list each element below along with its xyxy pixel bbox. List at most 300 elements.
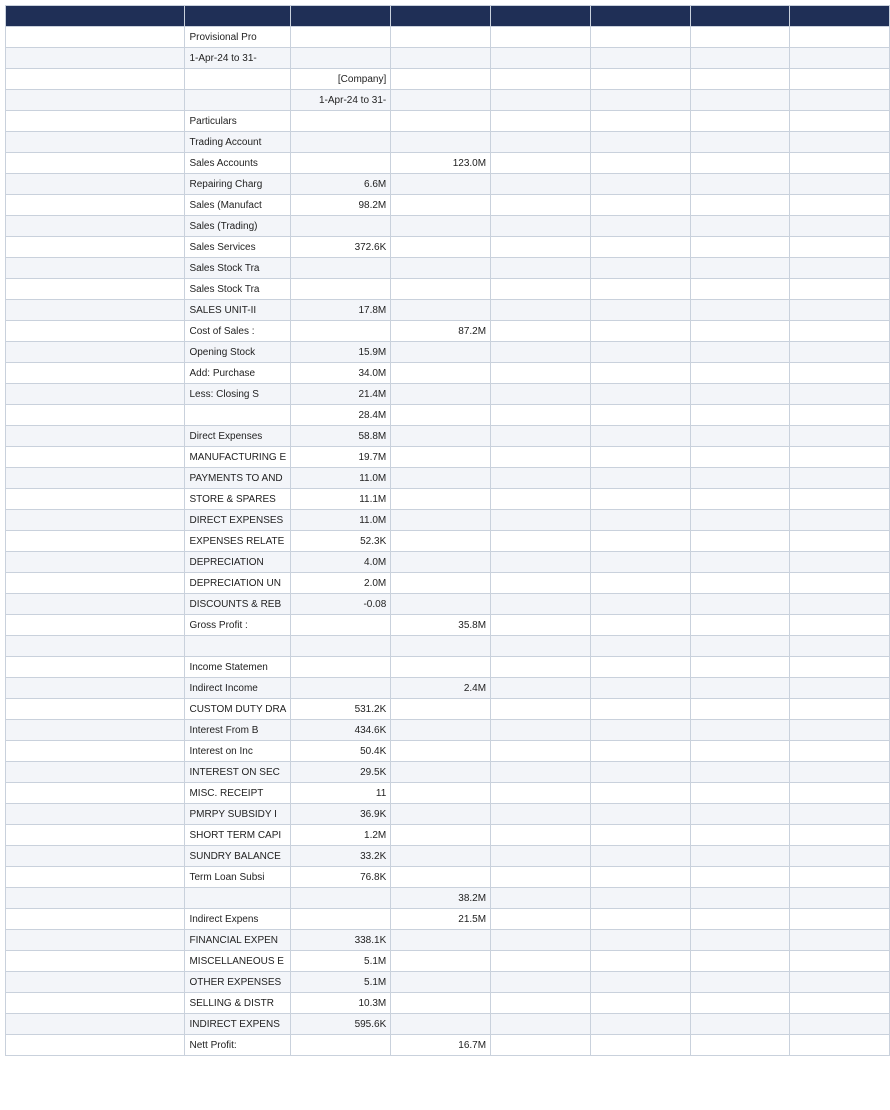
table-cell[interactable]	[6, 594, 185, 615]
table-cell[interactable]	[690, 762, 790, 783]
table-cell[interactable]	[491, 615, 591, 636]
table-cell[interactable]	[590, 300, 690, 321]
table-cell[interactable]	[185, 69, 291, 90]
table-cell[interactable]: CUSTOM DUTY DRA	[185, 699, 291, 720]
table-cell[interactable]	[491, 930, 591, 951]
table-cell[interactable]	[491, 174, 591, 195]
table-cell[interactable]	[690, 363, 790, 384]
table-cell[interactable]	[590, 321, 690, 342]
table-cell[interactable]: 21.5M	[391, 909, 491, 930]
table-cell[interactable]	[690, 1014, 790, 1035]
table-cell[interactable]	[6, 363, 185, 384]
table-cell[interactable]: MISC. RECEIPT	[185, 783, 291, 804]
table-cell[interactable]: 5.1M	[291, 972, 391, 993]
table-cell[interactable]: Sales Stock Tra	[185, 258, 291, 279]
table-cell[interactable]: DISCOUNTS & REB	[185, 594, 291, 615]
table-cell[interactable]	[790, 48, 890, 69]
table-cell[interactable]	[491, 657, 591, 678]
table-cell[interactable]	[391, 279, 491, 300]
table-cell[interactable]	[391, 195, 491, 216]
table-cell[interactable]	[690, 447, 790, 468]
table-cell[interactable]	[590, 615, 690, 636]
table-cell[interactable]	[790, 384, 890, 405]
table-cell[interactable]	[790, 300, 890, 321]
table-cell[interactable]	[185, 888, 291, 909]
table-cell[interactable]: 338.1K	[291, 930, 391, 951]
table-cell[interactable]	[590, 909, 690, 930]
table-cell[interactable]	[391, 573, 491, 594]
table-cell[interactable]	[491, 972, 591, 993]
table-cell[interactable]	[6, 489, 185, 510]
table-cell[interactable]	[391, 762, 491, 783]
table-cell[interactable]	[690, 237, 790, 258]
table-cell[interactable]	[391, 1014, 491, 1035]
table-cell[interactable]	[491, 90, 591, 111]
table-cell[interactable]	[590, 678, 690, 699]
table-cell[interactable]	[590, 636, 690, 657]
table-cell[interactable]	[690, 258, 790, 279]
table-cell[interactable]	[391, 27, 491, 48]
table-cell[interactable]	[391, 825, 491, 846]
table-cell[interactable]	[790, 762, 890, 783]
table-cell[interactable]	[6, 678, 185, 699]
table-cell[interactable]	[590, 69, 690, 90]
table-cell[interactable]	[6, 510, 185, 531]
table-cell[interactable]: Gross Profit :	[185, 615, 291, 636]
table-cell[interactable]: INTEREST ON SEC	[185, 762, 291, 783]
table-cell[interactable]	[391, 699, 491, 720]
table-cell[interactable]	[491, 48, 591, 69]
table-cell[interactable]	[391, 993, 491, 1014]
table-cell[interactable]	[590, 48, 690, 69]
table-cell[interactable]	[790, 930, 890, 951]
table-cell[interactable]	[491, 531, 591, 552]
table-cell[interactable]	[690, 384, 790, 405]
table-cell[interactable]	[491, 699, 591, 720]
table-cell[interactable]: 11	[291, 783, 391, 804]
table-cell[interactable]: 2.0M	[291, 573, 391, 594]
table-cell[interactable]: 58.8M	[291, 426, 391, 447]
table-cell[interactable]	[690, 699, 790, 720]
table-cell[interactable]: 434.6K	[291, 720, 391, 741]
table-cell[interactable]	[391, 90, 491, 111]
table-cell[interactable]	[291, 909, 391, 930]
table-cell[interactable]	[491, 237, 591, 258]
table-cell[interactable]	[291, 216, 391, 237]
table-cell[interactable]	[491, 804, 591, 825]
table-cell[interactable]	[291, 279, 391, 300]
table-cell[interactable]	[6, 741, 185, 762]
table-cell[interactable]	[590, 111, 690, 132]
table-cell[interactable]: 36.9K	[291, 804, 391, 825]
table-cell[interactable]: DEPRECIATION UN	[185, 573, 291, 594]
table-cell[interactable]	[391, 69, 491, 90]
table-cell[interactable]	[590, 741, 690, 762]
table-cell[interactable]	[690, 216, 790, 237]
table-cell[interactable]	[491, 489, 591, 510]
table-cell[interactable]	[590, 405, 690, 426]
table-cell[interactable]: 98.2M	[291, 195, 391, 216]
table-cell[interactable]	[491, 132, 591, 153]
table-cell[interactable]: PMRPY SUBSIDY I	[185, 804, 291, 825]
table-cell[interactable]	[291, 678, 391, 699]
table-cell[interactable]	[6, 552, 185, 573]
table-cell[interactable]	[590, 174, 690, 195]
table-cell[interactable]	[6, 447, 185, 468]
table-cell[interactable]	[391, 468, 491, 489]
table-cell[interactable]	[491, 867, 591, 888]
table-cell[interactable]	[790, 321, 890, 342]
table-cell[interactable]	[790, 867, 890, 888]
table-cell[interactable]	[790, 279, 890, 300]
table-cell[interactable]	[6, 867, 185, 888]
table-cell[interactable]: 19.7M	[291, 447, 391, 468]
table-cell[interactable]: 4.0M	[291, 552, 391, 573]
table-cell[interactable]	[491, 468, 591, 489]
table-cell[interactable]	[491, 405, 591, 426]
table-cell[interactable]	[391, 951, 491, 972]
table-cell[interactable]	[590, 195, 690, 216]
table-cell[interactable]: 34.0M	[291, 363, 391, 384]
table-cell[interactable]	[690, 741, 790, 762]
table-cell[interactable]	[291, 132, 391, 153]
table-cell[interactable]	[391, 300, 491, 321]
table-cell[interactable]	[391, 972, 491, 993]
table-cell[interactable]	[491, 783, 591, 804]
table-cell[interactable]	[6, 195, 185, 216]
table-cell[interactable]	[491, 720, 591, 741]
table-cell[interactable]	[690, 825, 790, 846]
table-cell[interactable]: SHORT TERM CAPI	[185, 825, 291, 846]
table-cell[interactable]	[491, 258, 591, 279]
table-cell[interactable]	[690, 531, 790, 552]
table-cell[interactable]	[6, 153, 185, 174]
table-cell[interactable]	[690, 804, 790, 825]
table-cell[interactable]: 595.6K	[291, 1014, 391, 1035]
table-cell[interactable]	[790, 636, 890, 657]
table-cell[interactable]	[790, 174, 890, 195]
table-cell[interactable]	[690, 951, 790, 972]
table-cell[interactable]	[291, 258, 391, 279]
table-cell[interactable]: Less: Closing S	[185, 384, 291, 405]
table-cell[interactable]: 123.0M	[391, 153, 491, 174]
table-cell[interactable]: 11.0M	[291, 510, 391, 531]
table-cell[interactable]	[590, 468, 690, 489]
table-cell[interactable]	[6, 636, 185, 657]
table-cell[interactable]	[790, 573, 890, 594]
table-cell[interactable]	[790, 909, 890, 930]
table-cell[interactable]	[6, 90, 185, 111]
table-cell[interactable]	[491, 300, 591, 321]
table-cell[interactable]	[790, 132, 890, 153]
table-cell[interactable]	[790, 237, 890, 258]
table-cell[interactable]	[590, 825, 690, 846]
table-cell[interactable]	[590, 951, 690, 972]
table-cell[interactable]	[185, 90, 291, 111]
table-cell[interactable]	[590, 657, 690, 678]
table-cell[interactable]	[790, 153, 890, 174]
table-cell[interactable]: DIRECT EXPENSES	[185, 510, 291, 531]
table-cell[interactable]	[590, 804, 690, 825]
table-cell[interactable]	[790, 993, 890, 1014]
table-cell[interactable]	[790, 69, 890, 90]
table-cell[interactable]: Term Loan Subsi	[185, 867, 291, 888]
table-cell[interactable]	[6, 825, 185, 846]
table-cell[interactable]	[6, 111, 185, 132]
table-cell[interactable]: 11.1M	[291, 489, 391, 510]
table-cell[interactable]	[790, 825, 890, 846]
table-cell[interactable]	[790, 741, 890, 762]
table-cell[interactable]: Sales Accounts	[185, 153, 291, 174]
table-cell[interactable]	[590, 762, 690, 783]
table-cell[interactable]	[391, 447, 491, 468]
table-cell[interactable]	[790, 594, 890, 615]
table-cell[interactable]	[790, 678, 890, 699]
table-cell[interactable]	[590, 342, 690, 363]
table-cell[interactable]	[6, 993, 185, 1014]
table-cell[interactable]: PAYMENTS TO AND	[185, 468, 291, 489]
table-cell[interactable]	[590, 573, 690, 594]
table-cell[interactable]	[391, 594, 491, 615]
table-cell[interactable]	[690, 1035, 790, 1056]
table-cell[interactable]	[391, 531, 491, 552]
table-cell[interactable]	[491, 69, 591, 90]
table-cell[interactable]	[690, 90, 790, 111]
table-cell[interactable]	[391, 846, 491, 867]
table-cell[interactable]	[391, 657, 491, 678]
table-cell[interactable]	[291, 636, 391, 657]
table-cell[interactable]	[391, 552, 491, 573]
table-cell[interactable]	[6, 321, 185, 342]
table-cell[interactable]: Sales (Trading)	[185, 216, 291, 237]
table-cell[interactable]: Sales Stock Tra	[185, 279, 291, 300]
table-cell[interactable]: 16.7M	[391, 1035, 491, 1056]
table-cell[interactable]	[491, 1035, 591, 1056]
table-cell[interactable]	[590, 699, 690, 720]
table-cell[interactable]	[790, 531, 890, 552]
table-cell[interactable]	[6, 69, 185, 90]
table-cell[interactable]: 76.8K	[291, 867, 391, 888]
table-cell[interactable]	[790, 888, 890, 909]
table-cell[interactable]	[590, 384, 690, 405]
table-cell[interactable]: Direct Expenses	[185, 426, 291, 447]
table-cell[interactable]	[6, 174, 185, 195]
table-cell[interactable]	[6, 342, 185, 363]
table-cell[interactable]	[590, 1014, 690, 1035]
table-cell[interactable]	[690, 342, 790, 363]
table-cell[interactable]	[6, 426, 185, 447]
table-cell[interactable]	[690, 594, 790, 615]
table-cell[interactable]	[690, 27, 790, 48]
table-cell[interactable]	[391, 720, 491, 741]
table-cell[interactable]	[491, 279, 591, 300]
table-cell[interactable]: Particulars	[185, 111, 291, 132]
table-cell[interactable]	[391, 930, 491, 951]
table-cell[interactable]	[391, 804, 491, 825]
table-cell[interactable]	[391, 783, 491, 804]
table-cell[interactable]	[491, 909, 591, 930]
table-cell[interactable]	[491, 1014, 591, 1035]
table-cell[interactable]	[491, 573, 591, 594]
table-cell[interactable]	[590, 972, 690, 993]
table-cell[interactable]	[590, 153, 690, 174]
table-cell[interactable]	[391, 111, 491, 132]
table-cell[interactable]	[391, 489, 491, 510]
table-cell[interactable]: MANUFACTURING E	[185, 447, 291, 468]
table-cell[interactable]	[590, 531, 690, 552]
table-cell[interactable]	[391, 363, 491, 384]
table-cell[interactable]: SALES UNIT-II	[185, 300, 291, 321]
table-cell[interactable]: 372.6K	[291, 237, 391, 258]
table-cell[interactable]	[391, 636, 491, 657]
table-cell[interactable]	[790, 342, 890, 363]
table-cell[interactable]	[6, 384, 185, 405]
table-cell[interactable]	[291, 657, 391, 678]
table-cell[interactable]	[690, 279, 790, 300]
table-cell[interactable]	[690, 300, 790, 321]
table-cell[interactable]	[491, 762, 591, 783]
table-cell[interactable]	[491, 153, 591, 174]
table-cell[interactable]	[790, 426, 890, 447]
table-cell[interactable]	[6, 804, 185, 825]
table-cell[interactable]: OTHER EXPENSES	[185, 972, 291, 993]
table-cell[interactable]	[391, 237, 491, 258]
table-cell[interactable]	[590, 846, 690, 867]
table-cell[interactable]: Opening Stock	[185, 342, 291, 363]
table-cell[interactable]	[491, 678, 591, 699]
table-cell[interactable]	[590, 426, 690, 447]
table-cell[interactable]	[690, 195, 790, 216]
table-cell[interactable]	[6, 531, 185, 552]
table-cell[interactable]	[491, 825, 591, 846]
table-cell[interactable]	[590, 363, 690, 384]
table-cell[interactable]	[491, 741, 591, 762]
table-cell[interactable]	[6, 720, 185, 741]
table-cell[interactable]	[590, 552, 690, 573]
table-cell[interactable]	[391, 384, 491, 405]
table-cell[interactable]: 6.6M	[291, 174, 391, 195]
table-cell[interactable]	[690, 720, 790, 741]
table-cell[interactable]	[690, 405, 790, 426]
table-cell[interactable]	[6, 279, 185, 300]
table-cell[interactable]	[6, 951, 185, 972]
table-cell[interactable]	[790, 489, 890, 510]
table-cell[interactable]	[690, 867, 790, 888]
table-cell[interactable]	[6, 972, 185, 993]
table-cell[interactable]	[690, 783, 790, 804]
table-cell[interactable]: Sales Services	[185, 237, 291, 258]
table-cell[interactable]	[690, 636, 790, 657]
table-cell[interactable]	[790, 510, 890, 531]
table-cell[interactable]	[790, 111, 890, 132]
table-cell[interactable]	[491, 594, 591, 615]
table-cell[interactable]: 21.4M	[291, 384, 391, 405]
table-cell[interactable]	[690, 888, 790, 909]
table-cell[interactable]	[790, 27, 890, 48]
table-cell[interactable]	[391, 216, 491, 237]
table-cell[interactable]: Repairing Charg	[185, 174, 291, 195]
table-cell[interactable]	[6, 909, 185, 930]
table-cell[interactable]	[491, 216, 591, 237]
table-cell[interactable]	[690, 615, 790, 636]
table-cell[interactable]	[491, 363, 591, 384]
table-cell[interactable]: [Company]	[291, 69, 391, 90]
table-cell[interactable]: STORE & SPARES	[185, 489, 291, 510]
table-cell[interactable]	[690, 321, 790, 342]
table-cell[interactable]	[590, 720, 690, 741]
table-cell[interactable]	[185, 405, 291, 426]
table-cell[interactable]	[590, 888, 690, 909]
table-cell[interactable]	[790, 972, 890, 993]
table-cell[interactable]	[491, 111, 591, 132]
table-cell[interactable]	[291, 1035, 391, 1056]
table-cell[interactable]	[491, 27, 591, 48]
table-cell[interactable]	[6, 846, 185, 867]
table-cell[interactable]	[6, 699, 185, 720]
table-cell[interactable]	[491, 993, 591, 1014]
table-cell[interactable]	[690, 69, 790, 90]
table-cell[interactable]: 52.3K	[291, 531, 391, 552]
table-cell[interactable]	[590, 216, 690, 237]
table-cell[interactable]: DEPRECIATION	[185, 552, 291, 573]
table-cell[interactable]: Income Statemen	[185, 657, 291, 678]
table-cell[interactable]	[790, 468, 890, 489]
table-cell[interactable]	[790, 258, 890, 279]
table-cell[interactable]	[391, 405, 491, 426]
table-cell[interactable]	[590, 132, 690, 153]
table-cell[interactable]	[391, 510, 491, 531]
table-cell[interactable]	[6, 573, 185, 594]
table-cell[interactable]	[590, 867, 690, 888]
table-cell[interactable]	[790, 846, 890, 867]
table-cell[interactable]	[491, 321, 591, 342]
table-cell[interactable]	[491, 636, 591, 657]
table-cell[interactable]	[690, 909, 790, 930]
table-cell[interactable]	[391, 342, 491, 363]
table-cell[interactable]	[690, 930, 790, 951]
table-cell[interactable]: 10.3M	[291, 993, 391, 1014]
table-cell[interactable]	[6, 216, 185, 237]
table-cell[interactable]	[491, 426, 591, 447]
table-cell[interactable]	[590, 930, 690, 951]
table-cell[interactable]	[590, 1035, 690, 1056]
table-cell[interactable]	[690, 573, 790, 594]
table-cell[interactable]: Sales (Manufact	[185, 195, 291, 216]
table-cell[interactable]	[590, 510, 690, 531]
table-cell[interactable]	[790, 447, 890, 468]
table-cell[interactable]	[491, 384, 591, 405]
table-cell[interactable]	[690, 489, 790, 510]
table-cell[interactable]: 11.0M	[291, 468, 391, 489]
table-cell[interactable]	[491, 195, 591, 216]
table-cell[interactable]	[391, 741, 491, 762]
table-cell[interactable]	[790, 1035, 890, 1056]
table-cell[interactable]: 28.4M	[291, 405, 391, 426]
table-cell[interactable]	[790, 804, 890, 825]
table-cell[interactable]	[690, 972, 790, 993]
table-cell[interactable]: Provisional Pro	[185, 27, 291, 48]
table-cell[interactable]: Cost of Sales :	[185, 321, 291, 342]
table-cell[interactable]	[391, 258, 491, 279]
table-cell[interactable]: Trading Account	[185, 132, 291, 153]
table-cell[interactable]	[690, 846, 790, 867]
table-cell[interactable]	[690, 426, 790, 447]
table-cell[interactable]	[6, 1035, 185, 1056]
table-cell[interactable]	[6, 300, 185, 321]
table-cell[interactable]	[491, 888, 591, 909]
table-cell[interactable]	[590, 258, 690, 279]
table-cell[interactable]: FINANCIAL EXPEN	[185, 930, 291, 951]
